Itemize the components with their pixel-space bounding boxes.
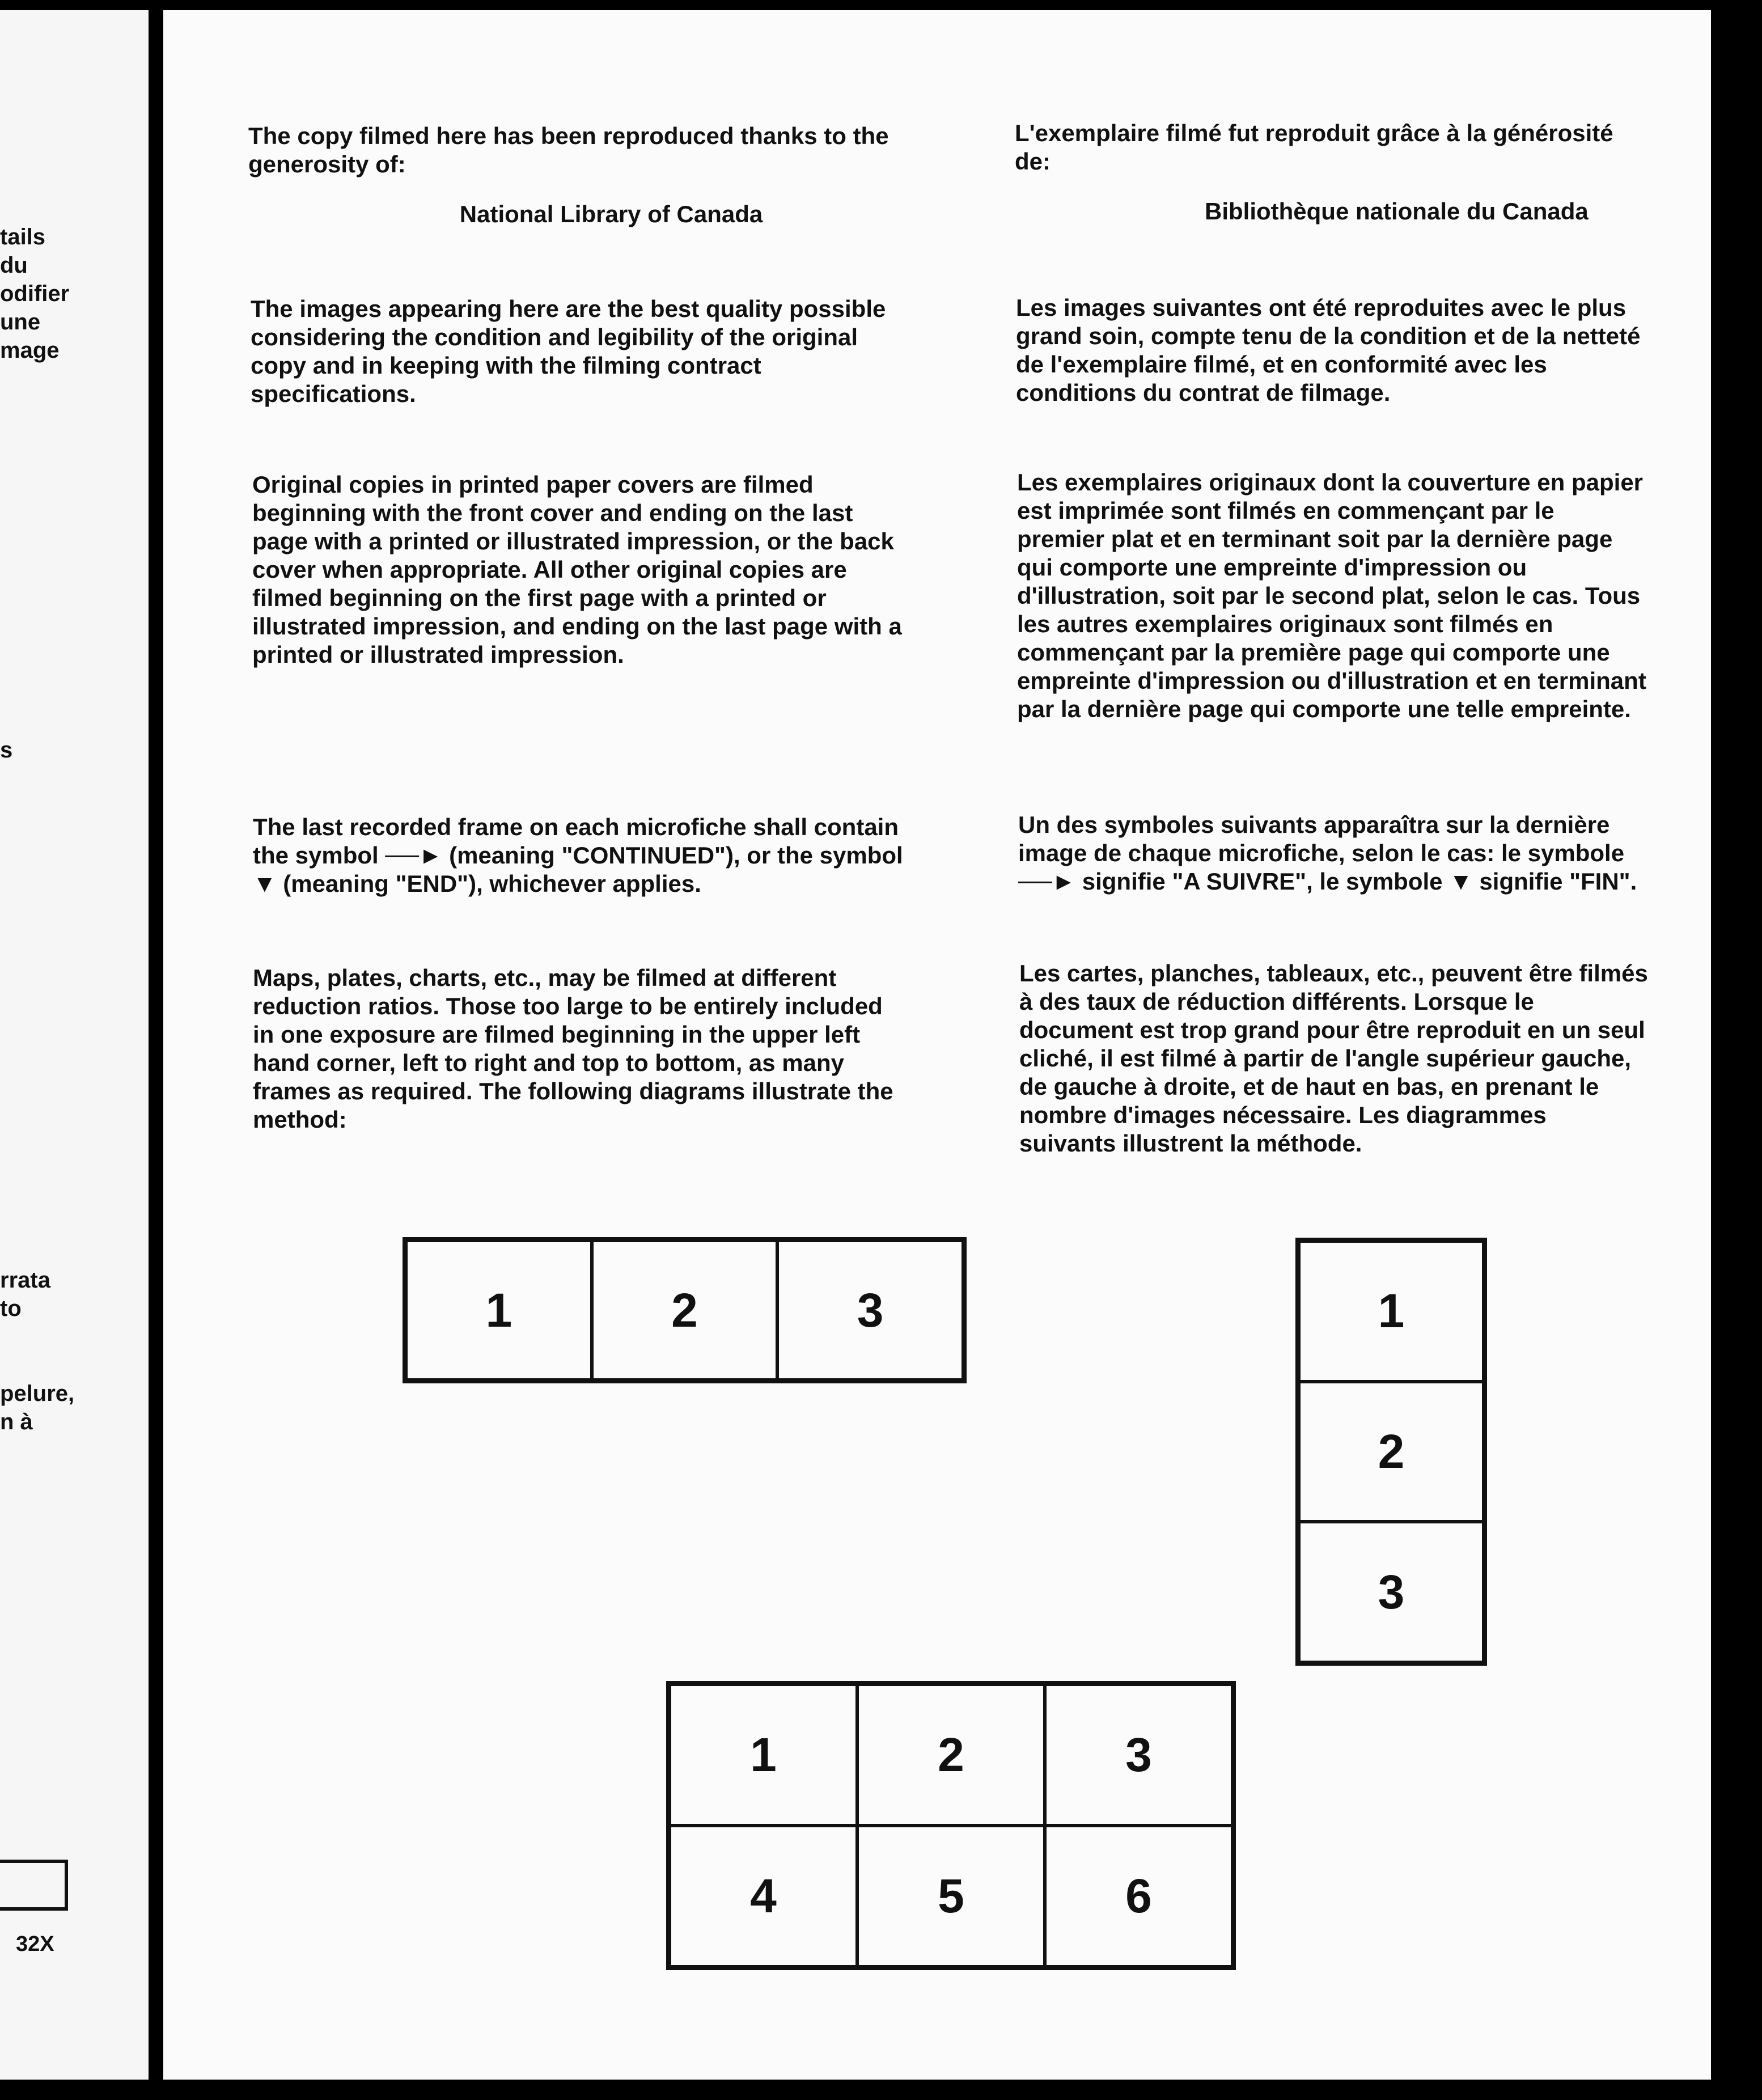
frag-line: une xyxy=(0,310,41,335)
frame-cell: 1 xyxy=(406,1240,592,1380)
reduction-ratio-label: 32X xyxy=(16,1932,54,1956)
adjacent-page-fragment xyxy=(0,10,149,2080)
frame-cell: 2 xyxy=(857,1684,1045,1826)
frag-line: odifier xyxy=(0,281,70,306)
cut-off-text-lines xyxy=(0,223,69,365)
frame-cell: 1 xyxy=(670,1684,857,1826)
frag-pelure: pelure, xyxy=(0,1381,75,1406)
english-maps-paragraph: Maps, plates, charts, etc., may be filmed at different reduction ratios. Those too large to be entirely included in one exposure are filmed beginning in the upper left hand corner, left to right and top to bottom, as many frames as required. The following diagrams illustrate the method: xyxy=(253,964,893,1133)
frag-n-a: n à xyxy=(0,1409,33,1434)
frame-cell: 2 xyxy=(1299,1382,1484,1522)
frag-line: mage xyxy=(0,338,60,363)
frame-cell: 2 xyxy=(592,1240,778,1380)
frag-errata: rrata xyxy=(0,1268,50,1293)
frag-line: du xyxy=(0,253,28,278)
frame-cell: 1 xyxy=(1299,1241,1484,1382)
frame-cell: 3 xyxy=(1045,1684,1232,1826)
diagram-vertical xyxy=(1295,1238,1487,1666)
diagram-horizontal xyxy=(403,1237,967,1383)
english-symbols-paragraph: The last recorded frame on each microfiche shall contain the symbol ──► (meaning "CONTINUED"), or the symbol ▼ (meaning "END"), whichever applies. xyxy=(253,814,903,897)
frame-cell: 4 xyxy=(670,1826,857,1967)
french-credit-name: Bibliothèque nationale du Canada xyxy=(1205,198,1589,225)
french-maps-paragraph: Les cartes, planches, tableaux, etc., peuvent être filmés à des taux de réduction différents. Lorsque le document est trop grand pour être reproduit en un seul cliché, il est filmé à partir de l'angle supérieur gauche, de gauche à droite, et de haut en bas, en prenant le nombre d'images nécessaire. Les diagrammes suivants illustrent la méthode. xyxy=(1019,960,1648,1157)
french-symbols-paragraph: Un des symboles suivants apparaîtra sur la dernière image de chaque microfiche, selon le cas: le symbole ──► signifie "A SUIVRE", le symbole ▼ signifie "FIN". xyxy=(1018,811,1637,895)
frag-line: tails xyxy=(0,225,46,249)
frame-cell: 3 xyxy=(1299,1522,1484,1662)
french-quality-paragraph: Les images suivantes ont été reproduites avec le plus grand soin, compte tenu de la condition et de la netteté de l'exemplaire filmé, et en conformité avec les conditions du contrat de filmage. xyxy=(1016,294,1641,406)
diagram-grid xyxy=(666,1681,1236,1970)
frame-cell: 6 xyxy=(1045,1826,1232,1967)
film-edge xyxy=(1718,0,1762,2100)
frame-cell: 3 xyxy=(777,1240,963,1380)
english-credit-name: National Library of Canada xyxy=(459,201,763,227)
english-quality-paragraph: The images appearing here are the best quality possible considering the condition and legibility of the original copy and in keeping with the filming contract specifications. xyxy=(251,295,886,407)
french-credit-intro: L'exemplaire filmé fut reproduit grâce à la générosité de: xyxy=(1015,120,1613,175)
frame-cell: 5 xyxy=(857,1826,1045,1967)
resolution-target-frame xyxy=(0,1860,68,1911)
english-credit-intro: The copy filmed here has been reproduced thanks to the generosity of: xyxy=(248,122,889,177)
frag-s: s xyxy=(0,738,13,763)
english-covers-paragraph: Original copies in printed paper covers are filmed beginning with the front cover and ending on the last page with a printed or illustrated impression, or the back cover when appropriate. All other original copies are filmed beginning on the first page with a printed or illustrated impression, and ending on the last page with a printed or illustrated impression. xyxy=(252,471,902,668)
frag-to: to xyxy=(0,1296,22,1321)
french-covers-paragraph: Les exemplaires originaux dont la couverture en papier est imprimée sont filmés en commençant par le premier plat et en terminant soit par la dernière page qui comporte une empreinte d'impression ou d'illustration, soit par le second plat, selon le cas. Tous les autres exemplaires originaux sont filmés en commençant par la première page qui comporte une empreinte d'impression ou d'illustration et en terminant par la dernière page qui comporte une telle empreinte. xyxy=(1017,469,1646,722)
